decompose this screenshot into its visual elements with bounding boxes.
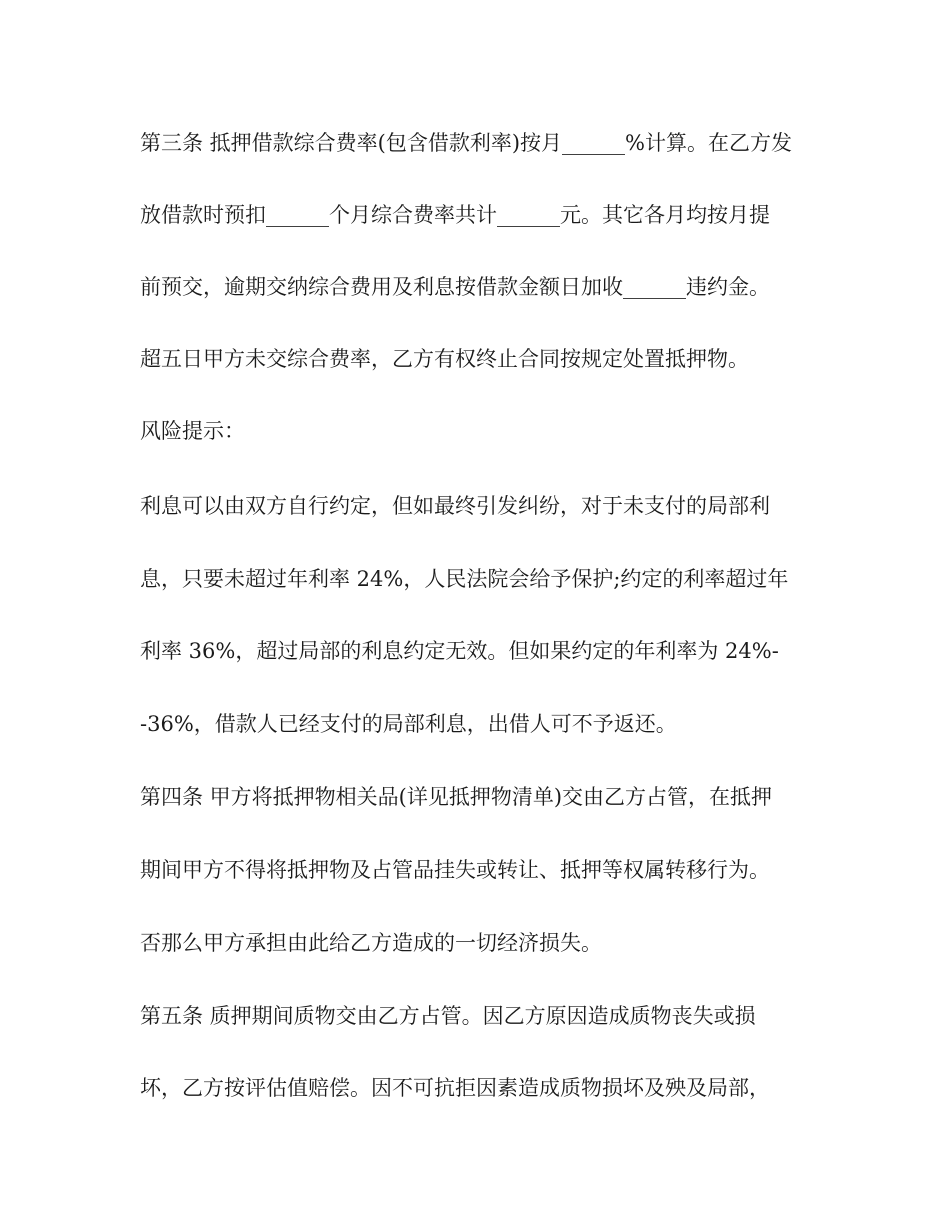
text-line: 风险提示： [140, 419, 245, 443]
text-line: 第三条 抵押借款综合费率(包含借款利率)按月______%计算。在乙方发 [140, 131, 793, 155]
text-line: 第五条 质押期间质物交由乙方占管。因乙方原因造成质物丧失或损 [140, 1004, 756, 1028]
text-line: 息，只要未超过年利率 24%，人民法院会给予保护;约定的利率超过年 [140, 567, 789, 591]
text-line: 放借款时预扣______个月综合费率共计______元。其它各月均按月提 [140, 203, 770, 227]
text-line: 否那么甲方承担由此给乙方造成的一切经济损失。 [140, 931, 602, 955]
text-line: 利息可以由双方自行约定，但如最终引发纠纷，对于未支付的局部利 [140, 494, 770, 518]
text-line: 第四条 甲方将抵押物相关品(详见抵押物清单)交由乙方占管，在抵押 [140, 785, 773, 809]
text-line: 超五日甲方未交综合费率，乙方有权终止合同按规定处置抵押物。 [140, 347, 749, 371]
text-line: 坏，乙方按评估值赔偿。因不可抗拒因素造成质物损坏及殃及局部， [140, 1076, 770, 1100]
text-line: -36%，借款人已经支付的局部利息，出借人可不予返还。 [140, 712, 677, 736]
text-line: 前预交，逾期交纳综合费用及利息按借款金额日加收______违约金。 [140, 275, 770, 299]
text-line: 期间甲方不得将抵押物及占管品挂失或转让、抵押等权属转移行为。 [140, 858, 770, 882]
text-line: 利率 36%，超过局部的利息约定无效。但如果约定的年利率为 24%- [140, 639, 779, 663]
